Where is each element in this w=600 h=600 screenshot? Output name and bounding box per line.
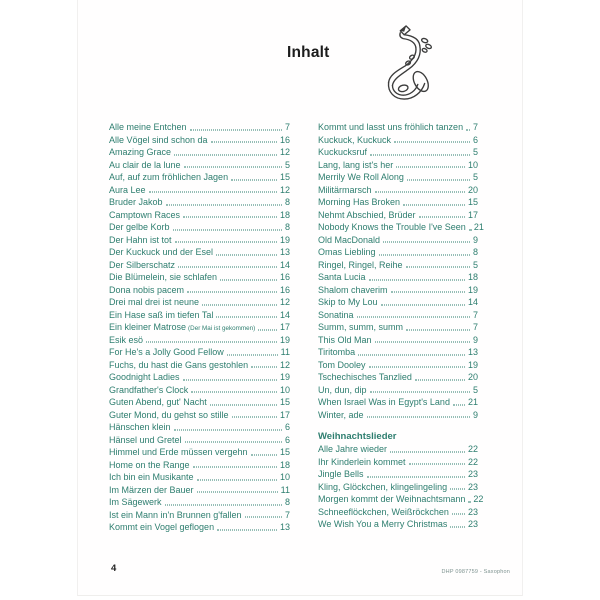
dotted-leader <box>383 242 470 243</box>
song-title: Tiritomba <box>318 347 356 357</box>
toc-entry <box>318 171 478 184</box>
toc-entry <box>109 471 290 484</box>
song-title: Omas Liebling <box>318 247 376 257</box>
dotted-leader <box>227 354 278 355</box>
song-page-number: 22 <box>467 444 478 454</box>
toc-entry <box>109 234 290 247</box>
toc-entry <box>109 421 290 434</box>
dotted-leader <box>185 442 282 443</box>
song-page-number: 17 <box>279 409 290 420</box>
song-title: Jingle Bells <box>318 469 364 479</box>
song-page-number: 8 <box>284 222 290 232</box>
song-title: Kommt und lasst uns fröhlich tanzen <box>318 122 464 132</box>
song-title: Amazing Grace <box>109 147 172 157</box>
dotted-leader <box>375 192 465 193</box>
song-page-number: 14 <box>279 259 290 270</box>
toc-entry <box>318 159 478 172</box>
toc-entry <box>318 271 478 284</box>
song-title: Alle Vögel sind schon da <box>109 134 208 145</box>
song-title: Schneeflöckchen, Weißröckchen <box>318 506 449 517</box>
dotted-leader <box>191 392 277 393</box>
dotted-leader <box>381 304 465 305</box>
toc-entry <box>318 221 484 234</box>
song-page-number: 23 <box>467 519 478 529</box>
song-page-number: 14 <box>467 297 478 307</box>
song-page-number: 7 <box>472 309 478 320</box>
song-page-number: 7 <box>284 122 290 132</box>
toc-entry <box>318 121 478 134</box>
song-title: Kommt ein Vogel geflogen <box>109 522 215 532</box>
song-page-number: 15 <box>467 197 478 207</box>
song-title: Fuchs, du hast die Gans gestohlen <box>109 359 249 370</box>
song-title: Dona nobis pacem <box>109 284 185 295</box>
toc-right-christmas <box>318 443 484 531</box>
toc-entry <box>318 493 484 506</box>
dotted-leader <box>370 392 470 393</box>
song-title: Un, dun, dip <box>318 384 367 395</box>
song-page-number: 10 <box>279 384 290 395</box>
song-page-number: 20 <box>467 184 478 195</box>
song-page-number: 15 <box>279 172 290 182</box>
toc-entry <box>109 146 290 159</box>
song-title: Ein kleiner Matrose <box>109 322 187 332</box>
song-title: Der Kuckuck und der Esel <box>109 247 214 257</box>
song-page-number: 23 <box>467 481 478 492</box>
toc-entry <box>318 296 478 309</box>
song-title: Home on the Range <box>109 459 190 470</box>
song-page-number: 5 <box>284 159 290 170</box>
song-title: We Wish You a Merry Christmas <box>318 519 448 529</box>
dotted-leader <box>197 492 278 493</box>
toc-entry <box>109 209 290 222</box>
song-title: Kuckuck, Kuckuck <box>318 134 392 145</box>
toc-entry <box>318 506 478 519</box>
dotted-leader <box>183 217 277 218</box>
song-title: Hänsel und Gretel <box>109 434 182 445</box>
toc-right-column <box>318 121 484 531</box>
toc-entry <box>318 396 478 409</box>
dotted-leader <box>409 464 465 465</box>
song-title: Ich bin ein Musikante <box>109 472 194 482</box>
dotted-leader <box>375 342 470 343</box>
toc-entry <box>109 371 290 384</box>
toc-entry <box>109 484 290 497</box>
dotted-leader <box>165 504 282 505</box>
song-page-number: 5 <box>472 147 478 157</box>
dotted-leader <box>174 429 282 430</box>
dotted-leader <box>468 501 470 502</box>
dotted-leader <box>469 229 471 230</box>
dotted-leader <box>245 517 282 518</box>
dotted-leader <box>403 204 465 205</box>
song-page-number: 21 <box>467 397 478 407</box>
dotted-leader <box>146 342 277 343</box>
dotted-leader <box>370 154 470 155</box>
song-title: Ein Hase saß im tiefen Tal <box>109 309 214 320</box>
toc-entry <box>318 134 478 147</box>
toc-entry <box>318 209 478 222</box>
song-title: This Old Man <box>318 334 372 345</box>
song-page-number: 6 <box>284 434 290 445</box>
song-title: When Israel Was in Egypt's Land <box>318 397 450 407</box>
toc-entry <box>109 321 290 334</box>
song-page-number: 11 <box>280 347 290 357</box>
song-page-number: 15 <box>279 447 290 457</box>
dotted-leader <box>415 379 465 380</box>
toc-entry <box>109 171 290 184</box>
dotted-leader <box>216 254 277 255</box>
song-title: Auf, auf zum fröhlichen Jagen <box>109 172 229 182</box>
toc-entry <box>318 234 478 247</box>
song-page-number: 13 <box>467 347 478 357</box>
song-title: Old MacDonald <box>318 234 381 245</box>
song-page-number: 19 <box>279 234 290 245</box>
toc-entry <box>109 396 290 409</box>
song-page-number: 6 <box>472 134 478 145</box>
toc-entry <box>318 196 478 209</box>
song-title: Bruder Jakob <box>109 197 163 207</box>
song-title: Winter, ade <box>318 409 364 420</box>
dotted-leader <box>184 167 282 168</box>
dotted-leader <box>394 142 470 143</box>
song-title: Der gelbe Korb <box>109 222 170 232</box>
dotted-leader <box>453 404 465 405</box>
toc-entry <box>318 481 478 494</box>
song-title: Guter Mond, du gehst so stille <box>109 409 229 420</box>
song-page-number: 8 <box>284 497 290 507</box>
dotted-leader <box>197 479 277 480</box>
song-title: Shalom chaverim <box>318 284 388 295</box>
song-title: Aura Lee <box>109 184 146 195</box>
toc-entry <box>109 384 290 397</box>
dotted-leader <box>190 129 282 130</box>
song-page-number: 10 <box>467 159 478 170</box>
song-page-number: 5 <box>472 384 478 395</box>
toc-entry <box>318 346 478 359</box>
song-page-number: 19 <box>467 284 478 295</box>
toc-entry <box>109 121 290 134</box>
toc-entry <box>318 321 478 334</box>
song-page-number: 18 <box>467 272 478 282</box>
song-title: Militärmarsch <box>318 184 372 195</box>
song-page-number: 17 <box>467 209 478 220</box>
toc-entry <box>109 496 290 509</box>
song-title: Drei mal drei ist neune <box>109 297 200 307</box>
toc-entry <box>318 443 478 456</box>
dotted-leader <box>396 167 465 168</box>
toc-entry <box>109 521 290 534</box>
song-page-number: 7 <box>284 509 290 520</box>
song-page-number: 13 <box>279 522 290 532</box>
saxophone-illustration <box>378 24 444 102</box>
song-title: Ringel, Ringel, Reihe <box>318 259 403 270</box>
song-page-number: 19 <box>279 372 290 382</box>
dotted-leader <box>450 489 465 490</box>
toc-entry <box>318 409 478 422</box>
toc-entry <box>318 259 478 272</box>
dotted-leader <box>166 204 282 205</box>
dotted-leader <box>202 304 277 305</box>
song-page-number: 21 <box>473 222 484 232</box>
song-page-number: 16 <box>279 134 290 145</box>
toc-entry <box>109 259 290 272</box>
toc-entry <box>318 309 478 322</box>
song-title: Ist ein Mann in'n Brunnen g'fallen <box>109 509 242 520</box>
song-page-number: 7 <box>472 122 478 132</box>
song-page-number: 17 <box>279 322 290 332</box>
toc-entry <box>318 371 478 384</box>
toc-entry <box>318 518 478 531</box>
toc-entry <box>318 146 478 159</box>
toc-entry <box>109 284 290 297</box>
toc-entry <box>318 384 478 397</box>
song-title: Lang, lang ist's her <box>318 159 394 170</box>
song-page-number: 16 <box>279 284 290 295</box>
song-title: Guten Abend, gut' Nacht <box>109 397 207 407</box>
song-title: Summ, summ, summ <box>318 322 404 332</box>
song-page-number: 9 <box>472 409 478 420</box>
dotted-leader <box>407 179 470 180</box>
song-page-number: 22 <box>473 494 484 504</box>
song-title: Morning Has Broken <box>318 197 401 207</box>
song-page-number: 5 <box>472 259 478 270</box>
dotted-leader <box>178 267 277 268</box>
dotted-leader <box>358 354 465 355</box>
dotted-leader <box>175 242 277 243</box>
dotted-leader <box>258 329 277 330</box>
dotted-leader <box>357 317 470 318</box>
dotted-leader <box>232 417 277 418</box>
song-title: Nobody Knows the Trouble I've Seen <box>318 222 466 232</box>
song-page-number: 23 <box>467 469 478 479</box>
toc-entry <box>318 468 478 481</box>
dotted-leader <box>217 529 277 530</box>
dotted-leader <box>174 154 277 155</box>
dotted-leader <box>379 254 470 255</box>
dotted-leader <box>466 129 470 130</box>
dotted-leader <box>390 451 465 452</box>
dotted-leader <box>251 454 277 455</box>
song-page-number: 12 <box>279 359 290 370</box>
song-page-number: 5 <box>472 172 478 182</box>
toc-entry <box>109 346 290 359</box>
section-heading-weihnachtslieder: Weihnachtslieder <box>318 431 397 442</box>
song-page-number: 12 <box>279 297 290 307</box>
song-title: Ihr Kinderlein kommet <box>318 456 406 467</box>
song-title: Alle meine Entchen <box>109 122 187 132</box>
song-title: For He's a Jolly Good Fellow <box>109 347 224 357</box>
toc-entry <box>318 184 478 197</box>
toc-entry <box>109 409 290 422</box>
toc-right-main <box>318 121 484 421</box>
song-page-number: 9 <box>472 334 478 345</box>
song-title: Im Märzen der Bauer <box>109 484 194 495</box>
song-subtitle-note: (Der Mai ist gekommen) <box>188 325 256 332</box>
song-title: Kling, Glöckchen, klingelingeling <box>318 481 448 492</box>
song-title: Grandfather's Clock <box>109 384 189 395</box>
dotted-leader <box>216 317 277 318</box>
song-page-number: 7 <box>472 322 478 332</box>
toc-entry <box>109 309 290 322</box>
song-title: Tschechisches Tanzlied <box>318 372 412 382</box>
toc-entry <box>109 296 290 309</box>
song-title: Au clair de la lune <box>109 159 181 170</box>
song-title: Der Silberschatz <box>109 259 176 270</box>
dotted-leader <box>406 329 470 330</box>
song-title: Skip to My Lou <box>318 297 378 307</box>
toc-entry <box>109 221 290 234</box>
song-title: Morgen kommt der Weihnachtsmann <box>318 494 466 504</box>
song-title: Alle Jahre wieder <box>318 444 388 454</box>
song-page-number: 12 <box>279 147 290 157</box>
toc-entry <box>109 159 290 172</box>
toc-left-column <box>109 121 290 534</box>
toc-entry <box>109 459 290 472</box>
song-title: Tom Dooley <box>318 359 366 370</box>
toc-entry <box>318 246 478 259</box>
song-page-number: 14 <box>279 309 290 320</box>
dotted-leader <box>193 467 277 468</box>
song-page-number: 10 <box>279 472 290 482</box>
toc-entry <box>318 456 478 469</box>
song-title: Im Sägewerk <box>109 497 162 507</box>
toc-entry <box>109 134 290 147</box>
publisher-imprint: DHP 0987759 - Saxophon <box>441 569 510 575</box>
toc-entry <box>109 434 290 447</box>
toc-entry <box>318 284 478 297</box>
song-title: Der Hahn ist tot <box>109 234 172 245</box>
song-title: Camptown Races <box>109 209 181 220</box>
song-page-number: 16 <box>279 272 290 282</box>
dotted-leader <box>367 417 470 418</box>
song-page-number: 9 <box>472 234 478 245</box>
song-title: Hänschen klein <box>109 422 171 432</box>
toc-entry <box>109 359 290 372</box>
song-title: Merrily We Roll Along <box>318 172 404 182</box>
dotted-leader <box>391 292 465 293</box>
toc-entry <box>318 334 478 347</box>
dotted-leader <box>211 142 277 143</box>
song-page-number: 18 <box>279 209 290 220</box>
dotted-leader <box>183 379 277 380</box>
song-page-number: 22 <box>467 456 478 467</box>
song-page-number: 18 <box>279 459 290 470</box>
song-title: Kuckucksruf <box>318 147 368 157</box>
song-page-number: 15 <box>279 397 290 407</box>
dotted-leader <box>231 179 277 180</box>
song-title: Himmel und Erde müssen vergehn <box>109 447 248 457</box>
dotted-leader <box>419 217 465 218</box>
song-title: Goodnight Ladies <box>109 372 180 382</box>
toc-entry <box>109 246 290 259</box>
dotted-leader <box>450 526 465 527</box>
dotted-leader <box>251 367 277 368</box>
toc-entry <box>109 184 290 197</box>
page-title: Inhalt <box>287 44 330 61</box>
dotted-leader <box>173 229 282 230</box>
song-page-number: 23 <box>467 506 478 517</box>
dotted-leader <box>187 292 277 293</box>
toc-entry <box>109 446 290 459</box>
toc-entry <box>109 509 290 522</box>
toc-entry <box>109 196 290 209</box>
toc-entry <box>318 359 478 372</box>
song-page-number: 19 <box>279 334 290 345</box>
song-page-number: 8 <box>284 197 290 207</box>
song-page-number: 8 <box>472 247 478 257</box>
dotted-leader <box>369 367 465 368</box>
song-title: Nehmt Abschied, Brüder <box>318 209 416 220</box>
song-page-number: 19 <box>467 359 478 370</box>
song-page-number: 13 <box>279 247 290 257</box>
song-page-number: 12 <box>279 184 290 195</box>
song-page-number: 11 <box>280 484 290 495</box>
dotted-leader <box>149 192 277 193</box>
dotted-leader <box>220 279 277 280</box>
song-title: Sonatina <box>318 309 354 320</box>
song-page-number: 6 <box>284 422 290 432</box>
toc-book-page <box>77 0 523 596</box>
dotted-leader <box>452 514 465 515</box>
dotted-leader <box>210 404 277 405</box>
page-number: 4 <box>111 563 117 574</box>
dotted-leader <box>406 267 470 268</box>
song-title: Esik esö <box>109 334 144 345</box>
dotted-leader <box>369 279 465 280</box>
song-title: Santa Lucia <box>318 272 366 282</box>
toc-entry <box>109 271 290 284</box>
song-title: Die Blümelein, sie schlafen <box>109 272 218 282</box>
song-page-number: 20 <box>467 372 478 382</box>
dotted-leader <box>367 476 465 477</box>
